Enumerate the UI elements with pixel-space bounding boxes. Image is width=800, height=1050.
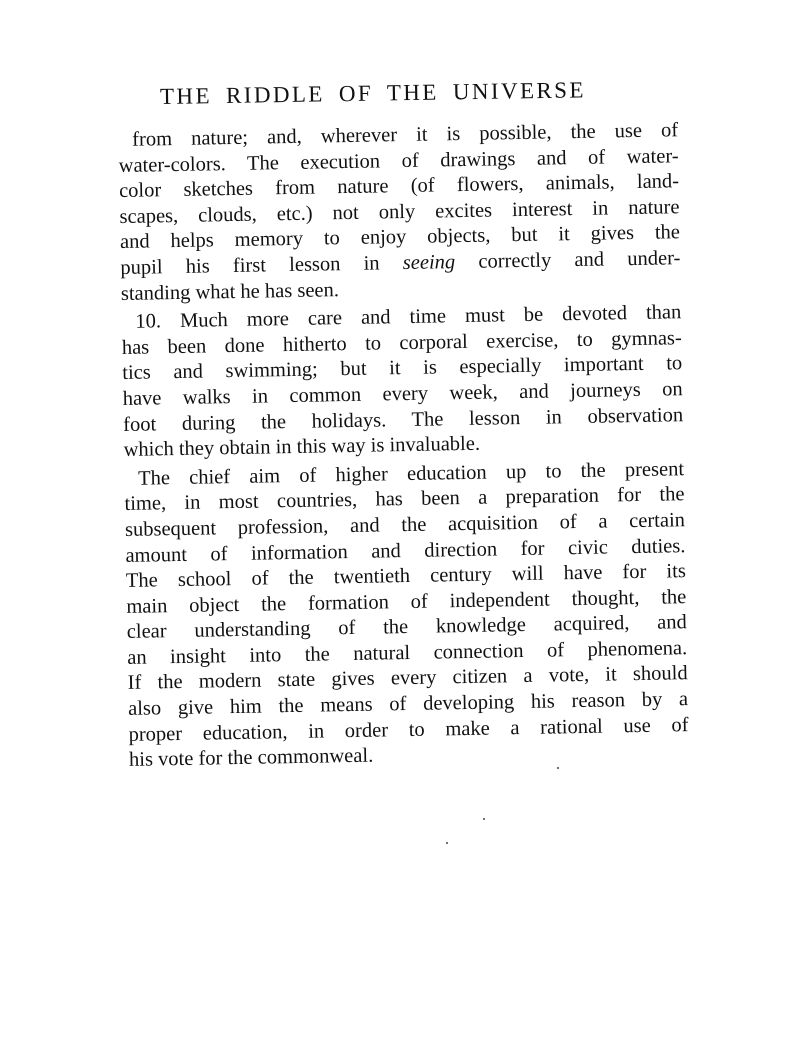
paper-speck [446,842,448,844]
text-line: The school of the twentieth century will have for its [125,560,687,593]
paragraph-3 [124,457,689,774]
text-line: have walks in common every week, and journeys on [122,378,683,410]
text-line: subsequent profession, and the acquisition of a certain [124,509,686,541]
text-line: also give him the means of developing his reason by a [127,688,689,720]
text-line: time, in most countries, has been a preparation for the [124,483,685,516]
text-line: scapes, clouds, etc.) not only excites interest in nature [119,195,680,228]
text-line: The chief aim of higher education up to the present [137,457,685,490]
body-text [118,118,689,774]
text-line: amount of information and direction for civic duties. [125,534,686,567]
text-line: main object the formation of independent thought, the [126,585,687,618]
text-line: proper education, in order to make a rational use of [128,713,689,746]
paper-speck [557,767,559,769]
text-line: tics and swimming; but it is especially important to [122,352,683,385]
text-line: color sketches from nature (of flowers, animals, land- [118,170,680,203]
text-line: foot during the holidays. The lesson in observation [122,403,684,436]
emphasized-word: seeing [402,251,456,275]
text-line: and helps memory to enjoy objects, but it gives the [119,221,681,254]
text-line: water-colors. The execution of drawings and of water- [118,144,679,177]
text-line: clear understanding of the knowledge acquired, and [126,611,687,644]
paragraph-2 [121,300,684,463]
text-line: an insight into the natural connection of phenomena. [127,637,688,669]
text-line: If the modern state gives every citizen a vote, it should [127,662,688,695]
running-head: THE RIDDLE OF THE UNIVERSE [159,77,586,109]
text-line: 10. Much more care and time must be devoted than [135,301,682,333]
text-line: his vote for the commonweal. [128,744,374,772]
paper-speck [483,818,485,820]
text-line: from nature; and, wherever it is possible, the use of [132,119,679,151]
text-line: has been done hitherto to corporal exercise, to gymnas- [121,326,682,359]
text-line: pupil his first lesson in seeing correctly and under- [120,247,681,279]
text-line: standing what he has seen. [120,278,340,305]
text-line: which they obtain in this way is invaluable. [123,432,481,462]
paragraph-1 [118,118,681,307]
